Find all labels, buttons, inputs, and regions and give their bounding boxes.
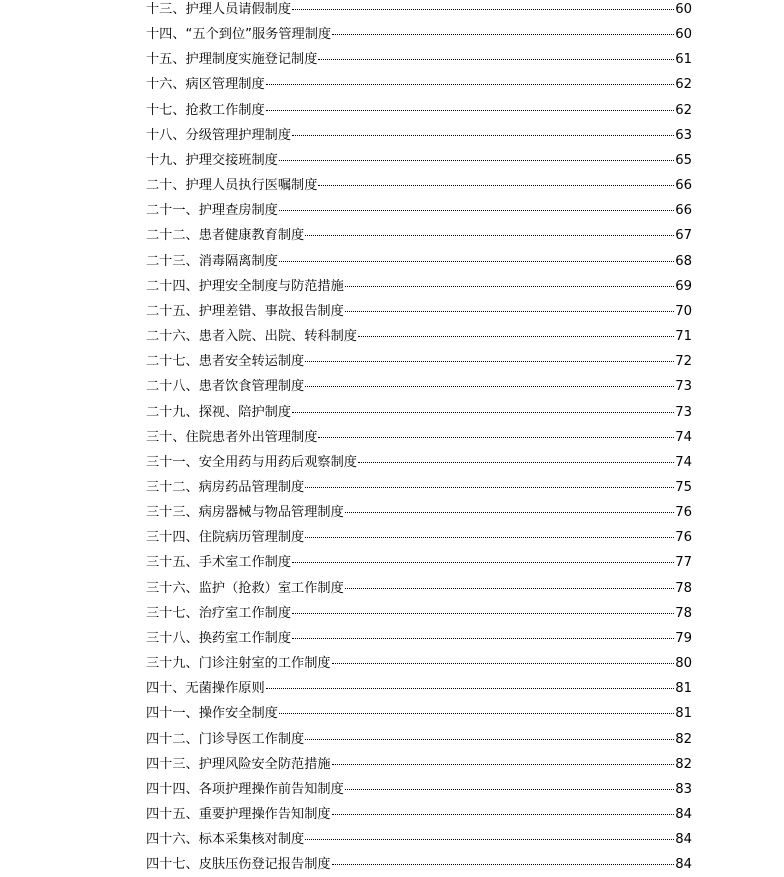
toc-entry[interactable] <box>146 47 692 72</box>
toc-entry-page-number: 84 <box>675 832 692 848</box>
dot-leader <box>266 83 675 85</box>
toc-entry-title: 三十七、治疗室工作制度 <box>146 605 292 621</box>
toc-entry-page-number: 65 <box>675 152 692 168</box>
toc-entry-page-number: 66 <box>675 203 692 219</box>
toc-entry[interactable] <box>146 626 692 651</box>
dot-leader <box>305 738 674 740</box>
toc-entry[interactable] <box>146 324 692 349</box>
toc-entry[interactable] <box>146 601 692 626</box>
toc-entry[interactable] <box>146 827 692 852</box>
dot-leader <box>292 612 674 614</box>
toc-entry[interactable] <box>146 576 692 601</box>
toc-entry[interactable] <box>146 425 692 450</box>
toc-entry-page-number: 61 <box>675 52 692 68</box>
toc-entry[interactable] <box>146 374 692 399</box>
toc-entry[interactable] <box>146 777 692 802</box>
toc-entry-title: 十五、护理制度实施登记制度 <box>146 52 318 68</box>
toc-entry[interactable] <box>146 123 692 148</box>
dot-leader <box>292 637 674 639</box>
toc-entry-page-number: 76 <box>675 505 692 521</box>
dot-leader <box>345 310 674 312</box>
toc-entry[interactable] <box>146 400 692 425</box>
dot-leader <box>292 134 674 136</box>
toc-entry-page-number: 79 <box>675 630 692 646</box>
toc-entry[interactable] <box>146 701 692 726</box>
toc-entry[interactable] <box>146 852 692 877</box>
toc-entry-title: 三十三、病房器械与物品管理制度 <box>146 505 344 521</box>
toc-entry-title: 四十七、皮肤压伤登记报告制度 <box>146 857 331 873</box>
toc-entry-title: 四十五、重要护理操作告知制度 <box>146 807 331 822</box>
toc-entry-page-number: 73 <box>675 379 692 395</box>
toc-entry-page-number: 68 <box>675 253 692 269</box>
dot-leader <box>266 687 675 689</box>
toc-entry-title: 二十三、消毒隔离制度 <box>146 253 278 269</box>
toc-entry-title: 十三、护理人员请假制度 <box>146 2 292 17</box>
toc-entry-title: 二十七、患者安全转运制度 <box>146 354 305 370</box>
toc-entry-page-number: 84 <box>675 857 692 873</box>
toc-entry[interactable] <box>146 802 692 827</box>
toc-entry-page-number: 69 <box>675 278 692 294</box>
toc-entry-title: 四十一、操作安全制度 <box>146 706 278 722</box>
dot-leader <box>305 385 674 387</box>
dot-leader <box>279 712 674 714</box>
toc-entry[interactable] <box>146 72 692 97</box>
toc-entry-title: 三十五、手术室工作制度 <box>146 555 292 571</box>
toc-entry-page-number: 60 <box>675 27 692 43</box>
dot-leader <box>332 662 675 664</box>
dot-leader <box>305 838 674 840</box>
dot-leader <box>292 411 674 413</box>
toc-entry-page-number: 82 <box>675 731 692 747</box>
toc-entry-page-number: 71 <box>675 329 692 345</box>
toc-entry-title: 三十九、门诊注射室的工作制度 <box>146 656 331 672</box>
dot-leader <box>318 436 674 438</box>
toc-entry-page-number: 82 <box>675 756 692 772</box>
toc-entry-page-number: 84 <box>675 807 692 822</box>
toc-entry[interactable] <box>146 525 692 550</box>
toc-entry[interactable] <box>146 550 692 575</box>
toc-entry-title: 四十、无菌操作原则 <box>146 681 265 697</box>
toc-entry-title: 三十八、换药室工作制度 <box>146 630 292 646</box>
toc-entry[interactable] <box>146 349 692 374</box>
toc-entry-page-number: 81 <box>675 706 692 722</box>
dot-leader <box>332 763 675 765</box>
dot-leader <box>318 184 674 186</box>
toc-entry-title: 二十四、护理安全制度与防范措施 <box>146 278 344 294</box>
toc-entry[interactable] <box>146 727 692 752</box>
toc-entry[interactable] <box>146 676 692 701</box>
toc-entry[interactable] <box>146 752 692 777</box>
dot-leader <box>332 863 675 865</box>
dot-leader <box>305 360 674 362</box>
toc-entry-title: 四十六、标本采集核对制度 <box>146 832 305 848</box>
dot-leader <box>358 461 674 463</box>
toc-entry-page-number: 76 <box>675 530 692 546</box>
dot-leader <box>345 788 674 790</box>
toc-entry[interactable] <box>146 223 692 248</box>
toc-entry-page-number: 81 <box>675 681 692 697</box>
toc-entry-title: 二十九、探视、陪护制度 <box>146 404 292 420</box>
toc-entry[interactable] <box>146 98 692 123</box>
toc-entry-title: 十八、分级管理护理制度 <box>146 127 292 143</box>
dot-leader <box>332 813 675 815</box>
dot-leader <box>305 486 674 488</box>
toc-entry-title: 三十六、监护（抢救）室工作制度 <box>146 580 344 596</box>
toc-entry-page-number: 83 <box>675 781 692 797</box>
toc-entry-title: 十四、“五个到位”服务管理制度 <box>146 27 332 43</box>
toc-entry-page-number: 72 <box>675 354 692 370</box>
toc-entry-title: 三十四、住院病历管理制度 <box>146 530 305 546</box>
toc-entry-page-number: 63 <box>675 127 692 143</box>
toc-entry-page-number: 80 <box>675 656 692 672</box>
dot-leader <box>292 561 674 563</box>
toc-entry[interactable] <box>146 22 692 47</box>
toc-entry-page-number: 78 <box>675 580 692 596</box>
toc-entry-title: 二十六、患者入院、出院、转科制度 <box>146 329 357 345</box>
toc-entry-page-number: 70 <box>675 303 692 319</box>
dot-leader <box>305 536 674 538</box>
dot-leader <box>292 8 674 10</box>
toc-entry-title: 二十八、患者饮食管理制度 <box>146 379 305 395</box>
dot-leader <box>305 234 674 236</box>
toc-entry-title: 二十一、护理查房制度 <box>146 203 278 219</box>
toc-entry-title: 三十、住院患者外出管理制度 <box>146 429 318 445</box>
toc-entry-page-number: 75 <box>675 479 692 495</box>
toc-entry-page-number: 67 <box>675 228 692 244</box>
toc-entry[interactable] <box>146 148 692 173</box>
toc-entry-title: 十七、抢救工作制度 <box>146 102 265 118</box>
toc-entry-title: 十九、护理交接班制度 <box>146 152 278 168</box>
dot-leader <box>358 335 674 337</box>
toc-entry-title: 二十五、护理差错、事故报告制度 <box>146 303 344 319</box>
dot-leader <box>332 33 674 35</box>
toc-entry[interactable] <box>146 450 692 475</box>
toc-entry-title: 二十、护理人员执行医嘱制度 <box>146 178 318 194</box>
toc-entry-title: 四十四、各项护理操作前告知制度 <box>146 781 344 797</box>
toc-entry[interactable] <box>146 198 692 223</box>
toc-entry-title: 三十二、病房药品管理制度 <box>146 479 305 495</box>
table-of-contents <box>146 0 692 877</box>
dot-leader <box>345 511 674 513</box>
toc-entry[interactable] <box>146 651 692 676</box>
toc-entry[interactable] <box>146 0 692 22</box>
toc-entry-title: 四十三、护理风险安全防范措施 <box>146 756 331 772</box>
toc-entry[interactable] <box>146 249 692 274</box>
toc-entry[interactable] <box>146 173 692 198</box>
toc-entry[interactable] <box>146 299 692 324</box>
dot-leader <box>318 58 674 60</box>
toc-entry-page-number: 66 <box>675 178 692 194</box>
dot-leader <box>345 285 674 287</box>
toc-entry-page-number: 62 <box>675 102 692 118</box>
toc-entry[interactable] <box>146 500 692 525</box>
toc-entry-title: 十六、病区管理制度 <box>146 77 265 93</box>
dot-leader <box>279 159 674 161</box>
dot-leader <box>266 109 675 111</box>
toc-entry-page-number: 78 <box>675 605 692 621</box>
toc-entry[interactable] <box>146 475 692 500</box>
dot-leader <box>279 209 674 211</box>
toc-entry-title: 二十二、患者健康教育制度 <box>146 228 305 244</box>
toc-entry-page-number: 77 <box>675 555 692 571</box>
toc-entry-page-number: 62 <box>675 77 692 93</box>
toc-entry-page-number: 74 <box>675 454 692 470</box>
toc-entry-title: 三十一、安全用药与用药后观察制度 <box>146 454 357 470</box>
dot-leader <box>279 260 674 262</box>
toc-entry[interactable] <box>146 274 692 299</box>
toc-entry-title: 四十二、门诊导医工作制度 <box>146 731 305 747</box>
toc-entry-page-number: 60 <box>675 2 692 17</box>
dot-leader <box>345 587 674 589</box>
toc-entry-page-number: 73 <box>675 404 692 420</box>
toc-entry-page-number: 74 <box>675 429 692 445</box>
